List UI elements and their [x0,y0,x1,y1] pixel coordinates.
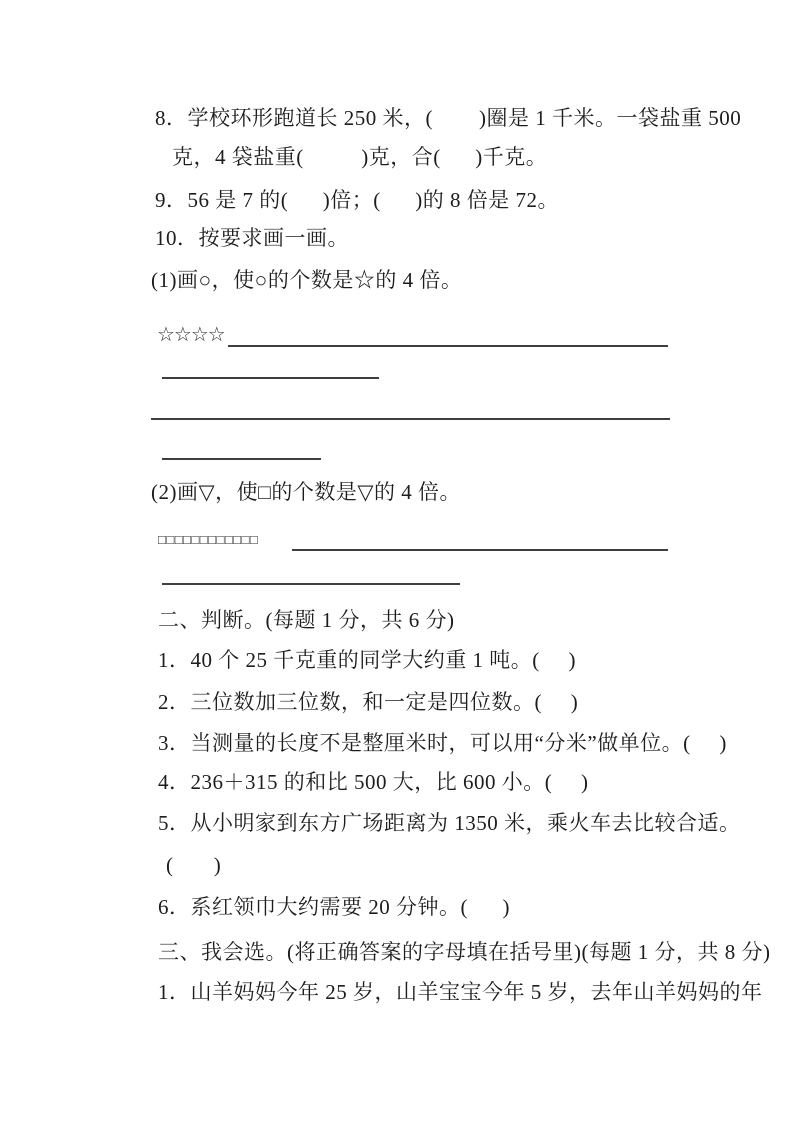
answer-rule-5 [292,549,668,551]
question-10-part2-prompt: (2)画▽，使□的个数是▽的 4 倍。 [151,480,461,504]
question-8-line-2: 克，4 袋盐重( )克，合( )千克。 [172,145,548,169]
answer-rule-2 [162,377,379,379]
judge-item-2: 2．三位数加三位数，和一定是四位数。( ) [158,690,579,714]
judge-item-1: 1．40 个 25 千克重的同学大约重 1 吨。( ) [158,648,576,672]
question-9-line: 9．56 是 7 的( )倍；( )的 8 倍是 72。 [155,188,559,212]
judge-item-6: 6．系红领巾大约需要 20 分钟。( ) [158,895,510,919]
choice-item-1-line-1: 1．山羊妈妈今年 25 岁，山羊宝宝今年 5 岁，去年山羊妈妈的年 [158,980,763,1004]
judge-item-4: 4．236＋315 的和比 500 大，比 600 小。( ) [158,770,589,794]
answer-rule-4 [162,458,321,460]
question-10-stem: 10．按要求画一画。 [155,226,349,250]
question-10-part1-symbols: ☆☆☆☆ [157,324,225,346]
question-10-part2-symbols: □□□□□□□□□□□□ [158,532,259,547]
answer-rule-6 [162,583,460,585]
judge-item-5-line-1: 5．从小明家到东方广场距离为 1350 米，乘火车去比较合适。 [158,811,741,835]
question-8-line-1: 8．学校环形跑道长 250 米，( )圈是 1 千米。一袋盐重 500 [155,106,742,130]
question-10-part1-prompt: (1)画○，使○的个数是☆的 4 倍。 [151,268,463,292]
section-3-heading: 三、我会选。(将正确答案的字母填在括号里)(每题 1 分，共 8 分) [158,940,771,964]
judge-item-3: 3．当测量的长度不是整厘米时，可以用“分米”做单位。( ) [158,731,727,755]
answer-rule-3 [151,418,670,420]
section-2-heading: 二、判断。(每题 1 分，共 6 分) [158,608,455,632]
answer-rule-1 [228,345,668,347]
judge-item-5-line-2: ( ) [166,853,222,877]
